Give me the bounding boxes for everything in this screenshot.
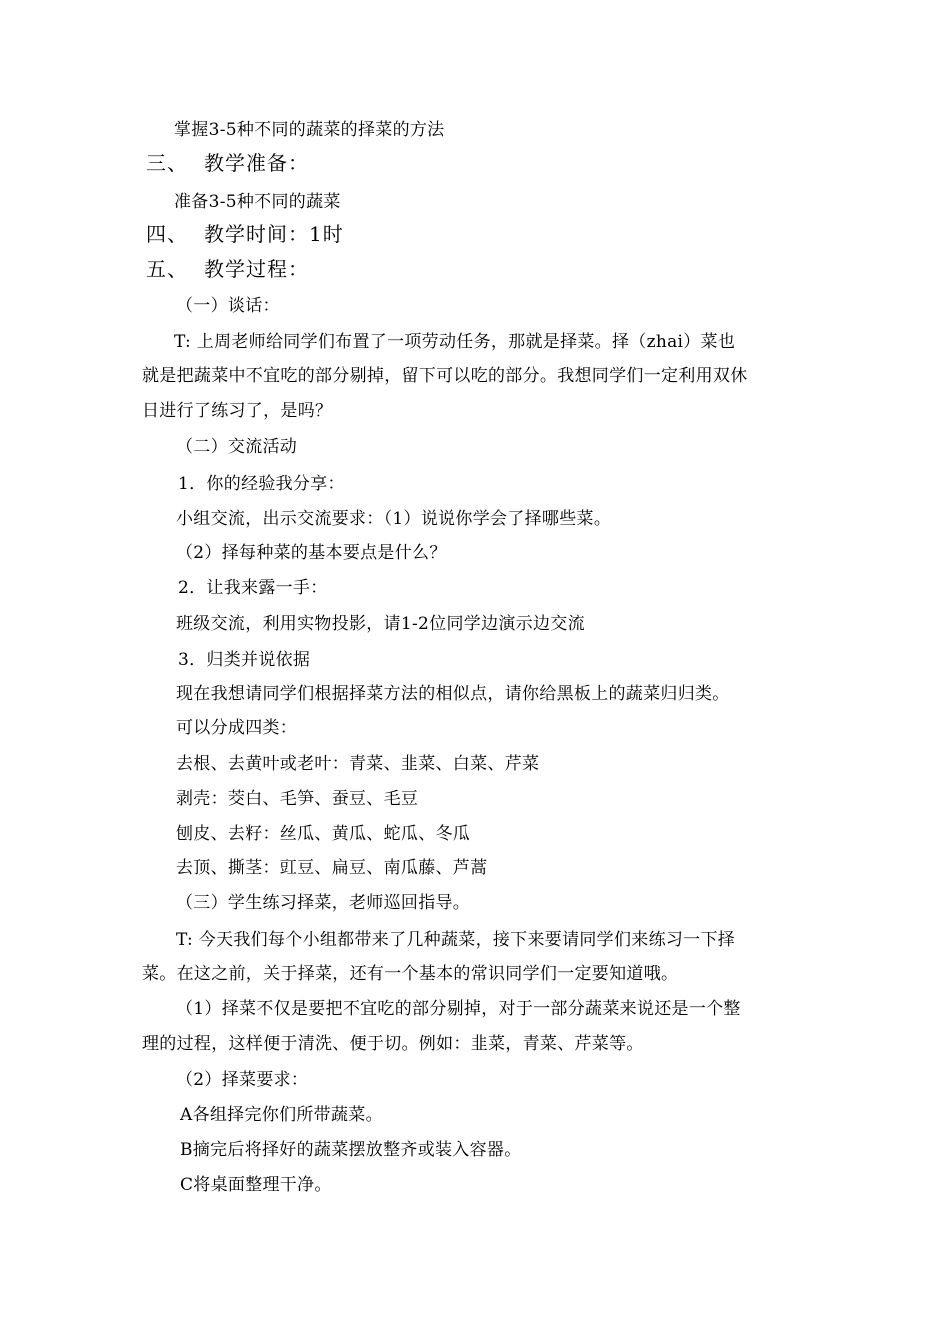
note-1-line-1: （1）择菜不仅是要把不宜吃的部分剔掉，对于一部分蔬菜来说还是一个整 <box>176 999 741 1019</box>
note-1-line-2: 理的过程，这样便于清洗、便于切。例如：韭菜，青菜、芹菜等。 <box>142 1034 644 1054</box>
section-5-number: 五、 <box>146 257 188 281</box>
item-3-title: 3．归类并说依据 <box>178 650 311 670</box>
part-3-para-line-2: 菜。在这之前，关于择菜，还有一个基本的常识同学们一定要知道哦。 <box>142 964 679 984</box>
section-3-title: 教学准备： <box>204 151 309 175</box>
category-line: 去根、去黄叶或老叶：青菜、韭菜、白菜、芹菜 <box>176 754 540 774</box>
requirement-line: C将桌面整理干净。 <box>180 1175 332 1195</box>
item-1-title: 1．你的经验我分享： <box>178 474 345 494</box>
requirement-line: A各组择完你们所带蔬菜。 <box>180 1105 383 1125</box>
part-1-para-line-1: T: 上周老师给同学们布置了一项劳动任务，那就是择菜。择（zhai）菜也 <box>174 332 736 352</box>
category-line: 刨皮、去籽：丝瓜、黄瓜、蛇瓜、冬瓜 <box>176 824 471 844</box>
item-2-line: 班级交流，利用实物投影，请1-2位同学边演示边交流 <box>176 614 585 634</box>
item-1-line-2: （2）择每种菜的基本要点是什么？ <box>176 543 447 563</box>
section-4-title: 教学时间：1时 <box>204 222 344 246</box>
item-3-line-1: 现在我想请同学们根据择菜方法的相似点，请你给黑板上的蔬菜归归类。 <box>176 684 730 704</box>
goal-line: 掌握3-5种不同的蔬菜的择菜的方法 <box>174 120 445 140</box>
item-3-line-2: 可以分成四类： <box>176 718 298 738</box>
section-4-number: 四、 <box>146 222 188 246</box>
part-1-para-line-3: 日进行了练习了，是吗？ <box>142 401 333 421</box>
item-1-line-1: 小组交流，出示交流要求：（1）说说你学会了择哪些菜。 <box>176 509 612 529</box>
part-1-para-line-2: 就是把蔬菜中不宜吃的部分剔掉，留下可以吃的部分。我想同学们一定利用双休 <box>142 366 748 386</box>
category-line: 剥壳：茭白、毛笋、蚕豆、毛豆 <box>176 789 419 809</box>
prep-line: 准备3-5种不同的蔬菜 <box>174 192 341 212</box>
category-line: 去顶、撕茎：豇豆、扁豆、南瓜藤、芦蒿 <box>176 858 488 878</box>
section-3-heading <box>146 151 309 175</box>
section-5-title: 教学过程： <box>204 257 309 281</box>
section-5-heading <box>146 257 309 281</box>
part-3-title: （三）学生练习择菜，老师巡回指导。 <box>176 893 471 913</box>
part-3-para-line-1: T: 今天我们每个小组都带来了几种蔬菜，接下来要请同学们来练习一下择 <box>176 930 736 950</box>
requirement-line: B摘完后将择好的蔬菜摆放整齐或装入容器。 <box>180 1140 522 1160</box>
part-2-title: （二）交流活动 <box>176 437 298 457</box>
part-1-title: （一）谈话： <box>176 296 280 316</box>
section-3-number: 三、 <box>146 151 188 175</box>
note-2-title: （2）择菜要求： <box>176 1070 309 1090</box>
item-2-title: 2．让我来露一手： <box>178 578 328 598</box>
section-4-heading <box>146 222 344 246</box>
